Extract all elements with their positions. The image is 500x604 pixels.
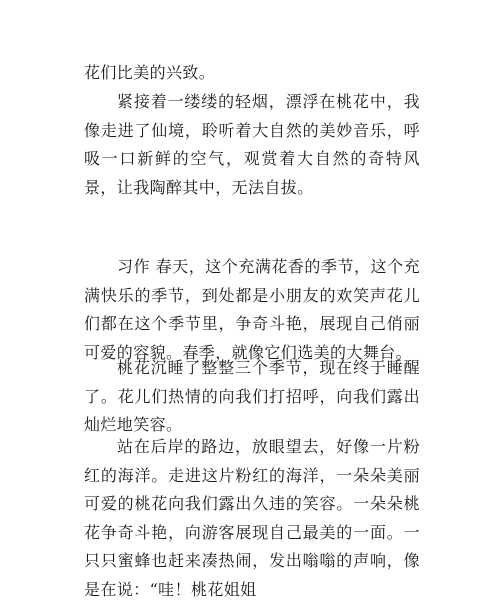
paragraph-light-smoke: 紧接着一缕缕的轻烟，漂浮在桃花中，我像走进了仙境，聆听着大自然的美妙音乐，呼吸一口新鲜的空气，观赏着大自然的奇特风景，让我陶醉其中，无法自拔。: [84, 92, 420, 197]
paragraph-essay-intro: 习作 春天，这个充满花香的季节，这个充满快乐的季节，到处都是小朋友的欢笑声花儿们都在这个季节里，争奇斗艳，展现自己俏丽可爱的容貌。春季，就像它们选美的大舞台。: [84, 257, 420, 362]
paragraph-pink-ocean: 站在后岸的路边，放眼望去，好像一片粉红的海洋。走进这片粉红的海洋，一朵朵美丽可爱的桃花向我们露出久违的笑容。一朵朵桃花争奇斗艳，向游客展现自己最美的一面。一只只蜜蜂也赶来凑热闹，发出嗡嗡的声响，像是在说：“哇！桃花姐姐: [84, 437, 420, 599]
paragraph-continuation: 花们比美的兴致。: [84, 63, 216, 82]
paragraph-peach-awake: 桃花沉睡了整整三个季节，现在终于睡醒了。花儿们热情的向我们打招呼，向我们露出灿烂地笑容。: [84, 358, 420, 434]
